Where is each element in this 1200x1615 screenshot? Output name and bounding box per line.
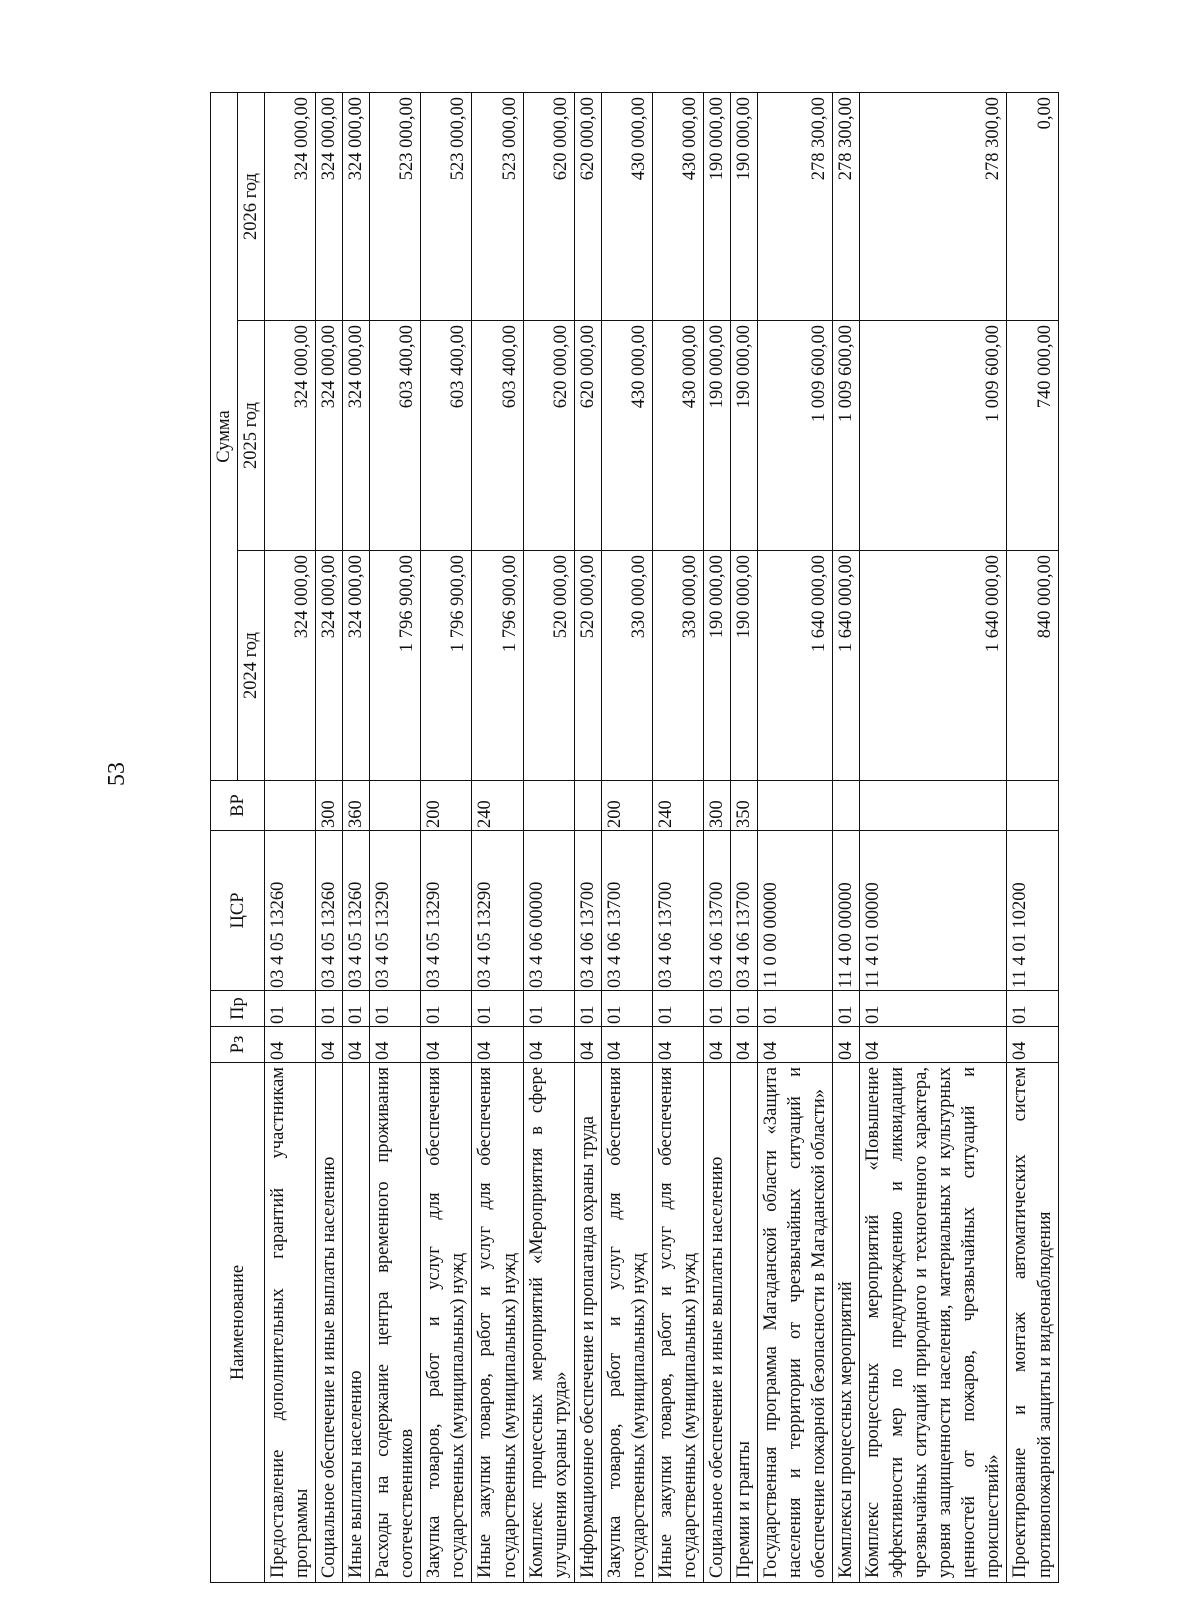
table-row — [730, 92, 757, 1582]
cell-rz: 04 — [574, 1027, 601, 1063]
table-row — [370, 92, 421, 1582]
cell-2025: 1 009 600,00 — [757, 321, 832, 551]
cell-2026: 324 000,00 — [316, 92, 343, 320]
cell-rz: 04 — [370, 1027, 421, 1063]
cell-2026: 620 000,00 — [523, 92, 574, 320]
cell-name: Информационное обеспечение и пропаганда охраны труда — [574, 1063, 601, 1583]
cell-rz: 04 — [1007, 1027, 1058, 1063]
header-name: Наименование — [211, 1063, 265, 1583]
cell-csr: 03 4 06 13700 — [730, 831, 757, 991]
cell-rz: 04 — [730, 1027, 757, 1063]
cell-name: Комплексы процессных мероприятий — [833, 1063, 860, 1583]
cell-csr: 03 4 06 13700 — [574, 831, 601, 991]
cell-csr: 11 4 01 10200 — [1007, 831, 1058, 991]
cell-vr — [265, 781, 316, 831]
cell-pr: 01 — [833, 991, 860, 1027]
cell-pr: 01 — [652, 991, 703, 1027]
cell-pr: 01 — [421, 991, 472, 1027]
cell-name: Государственная программа Магаданской области «Защита населения и территории от чрезвычайных ситуаций и обеспечение пожарной безопасности в Магаданской области» — [757, 1063, 832, 1583]
table-row — [316, 92, 343, 1582]
cell-csr: 03 4 05 13260 — [265, 831, 316, 991]
cell-name: Проектирование и монтаж автоматических систем противопожарной защиты и видеонаблюдения — [1007, 1063, 1058, 1583]
table-row — [574, 92, 601, 1582]
cell-2026: 620 000,00 — [574, 92, 601, 320]
cell-2025: 620 000,00 — [523, 321, 574, 551]
cell-pr: 01 — [343, 991, 370, 1027]
cell-pr: 01 — [265, 991, 316, 1027]
cell-pr: 01 — [1007, 991, 1058, 1027]
cell-2026: 190 000,00 — [730, 92, 757, 320]
cell-csr: 03 4 05 13290 — [370, 831, 421, 991]
cell-name: Иные выплаты населению — [343, 1063, 370, 1583]
cell-csr: 03 4 06 13700 — [601, 831, 652, 991]
cell-2026: 430 000,00 — [601, 92, 652, 320]
cell-vr: 360 — [343, 781, 370, 831]
budget-table — [210, 92, 1059, 1583]
header-2024: 2024 год — [238, 551, 265, 781]
header-2026: 2026 год — [238, 92, 265, 320]
cell-vr: 240 — [472, 781, 523, 831]
cell-2026: 523 000,00 — [472, 92, 523, 320]
cell-2026: 278 300,00 — [860, 92, 1007, 320]
cell-2026: 324 000,00 — [343, 92, 370, 320]
cell-rz: 04 — [860, 1027, 1007, 1063]
cell-vr — [1007, 781, 1058, 831]
table-row — [421, 92, 472, 1582]
cell-rz: 04 — [343, 1027, 370, 1063]
cell-pr: 01 — [316, 991, 343, 1027]
cell-2025: 1 009 600,00 — [833, 321, 860, 551]
cell-vr — [523, 781, 574, 831]
cell-csr: 03 4 05 13290 — [472, 831, 523, 991]
header-pr: Пр — [211, 991, 265, 1027]
cell-csr: 03 4 06 13700 — [703, 831, 730, 991]
cell-2025: 190 000,00 — [730, 321, 757, 551]
cell-csr: 11 0 00 00000 — [757, 831, 832, 991]
cell-2026: 523 000,00 — [370, 92, 421, 320]
cell-2025: 740 000,00 — [1007, 321, 1058, 551]
cell-rz: 04 — [703, 1027, 730, 1063]
cell-pr: 01 — [370, 991, 421, 1027]
cell-2024: 324 000,00 — [343, 551, 370, 781]
cell-2025: 324 000,00 — [265, 321, 316, 551]
cell-vr: 300 — [703, 781, 730, 831]
cell-pr: 01 — [601, 991, 652, 1027]
cell-csr: 03 4 05 13260 — [316, 831, 343, 991]
cell-2024: 1 640 000,00 — [860, 551, 1007, 781]
cell-vr: 200 — [421, 781, 472, 831]
cell-2026: 523 000,00 — [421, 92, 472, 320]
header-2025: 2025 год — [238, 321, 265, 551]
cell-2025: 430 000,00 — [601, 321, 652, 551]
cell-2024: 1 796 900,00 — [472, 551, 523, 781]
cell-pr: 01 — [860, 991, 1007, 1027]
cell-vr — [370, 781, 421, 831]
table-row — [757, 92, 832, 1582]
cell-2024: 840 000,00 — [1007, 551, 1058, 781]
cell-csr: 11 4 01 00000 — [860, 831, 1007, 991]
cell-2026: 190 000,00 — [703, 92, 730, 320]
cell-2024: 324 000,00 — [316, 551, 343, 781]
cell-name: Иные закупки товаров, работ и услуг для обеспечения государственных (муниципальных) нужд — [472, 1063, 523, 1583]
page-number: 53 — [104, 762, 130, 786]
cell-vr — [574, 781, 601, 831]
cell-2026: 324 000,00 — [265, 92, 316, 320]
cell-2025: 603 400,00 — [370, 321, 421, 551]
cell-vr — [860, 781, 1007, 831]
cell-2025: 430 000,00 — [652, 321, 703, 551]
cell-2025: 190 000,00 — [703, 321, 730, 551]
cell-csr: 11 4 00 00000 — [833, 831, 860, 991]
cell-2025: 620 000,00 — [574, 321, 601, 551]
cell-name: Закупка товаров, работ и услуг для обеспечения государственных (муниципальных) нужд — [601, 1063, 652, 1583]
cell-rz: 04 — [601, 1027, 652, 1063]
cell-pr: 01 — [574, 991, 601, 1027]
cell-2024: 520 000,00 — [523, 551, 574, 781]
cell-2024: 1 796 900,00 — [370, 551, 421, 781]
cell-name: Комплекс процессных мероприятий «Мероприятия в сфере улучшения охраны труда» — [523, 1063, 574, 1583]
budget-table-wrapper — [210, 93, 1055, 1583]
cell-2024: 324 000,00 — [265, 551, 316, 781]
table-row — [652, 92, 703, 1582]
cell-vr: 200 — [601, 781, 652, 831]
cell-rz: 04 — [265, 1027, 316, 1063]
cell-csr: 03 4 06 13700 — [652, 831, 703, 991]
cell-pr: 01 — [703, 991, 730, 1027]
cell-2024: 330 000,00 — [601, 551, 652, 781]
cell-name: Иные закупки товаров, работ и услуг для обеспечения государственных (муниципальных) нужд — [652, 1063, 703, 1583]
cell-name: Расходы на содержание центра временного проживания соотечественников — [370, 1063, 421, 1583]
cell-vr — [833, 781, 860, 831]
cell-2024: 1 640 000,00 — [757, 551, 832, 781]
cell-rz: 04 — [472, 1027, 523, 1063]
cell-2025: 324 000,00 — [343, 321, 370, 551]
cell-2025: 1 009 600,00 — [860, 321, 1007, 551]
cell-pr: 01 — [523, 991, 574, 1027]
cell-name: Социальное обеспечение и иные выплаты населению — [703, 1063, 730, 1583]
table-row — [265, 92, 316, 1582]
table-row — [703, 92, 730, 1582]
cell-csr: 03 4 05 13260 — [343, 831, 370, 991]
cell-2024: 190 000,00 — [703, 551, 730, 781]
cell-2026: 278 300,00 — [757, 92, 832, 320]
header-sum: Сумма — [211, 92, 238, 780]
cell-2024: 1 640 000,00 — [833, 551, 860, 781]
cell-rz: 04 — [833, 1027, 860, 1063]
cell-name: Предоставление дополнительных гарантий участникам программы — [265, 1063, 316, 1583]
header-csr: ЦСР — [211, 831, 265, 991]
table-body — [265, 92, 1058, 1582]
cell-pr: 01 — [472, 991, 523, 1027]
cell-vr: 350 — [730, 781, 757, 831]
cell-2024: 1 796 900,00 — [421, 551, 472, 781]
cell-2024: 190 000,00 — [730, 551, 757, 781]
cell-rz: 04 — [523, 1027, 574, 1063]
table-row — [833, 92, 860, 1582]
cell-pr: 01 — [757, 991, 832, 1027]
cell-2025: 324 000,00 — [316, 321, 343, 551]
cell-2024: 520 000,00 — [574, 551, 601, 781]
table-row — [1007, 92, 1058, 1582]
cell-pr: 01 — [730, 991, 757, 1027]
cell-vr: 240 — [652, 781, 703, 831]
cell-rz: 04 — [316, 1027, 343, 1063]
cell-vr — [757, 781, 832, 831]
table-row — [523, 92, 574, 1582]
header-vr: ВР — [211, 781, 265, 831]
cell-rz: 04 — [421, 1027, 472, 1063]
cell-2025: 603 400,00 — [472, 321, 523, 551]
cell-2025: 603 400,00 — [421, 321, 472, 551]
table-row — [343, 92, 370, 1582]
cell-csr: 03 4 06 00000 — [523, 831, 574, 991]
cell-name: Социальное обеспечение и иные выплаты населению — [316, 1063, 343, 1583]
cell-rz: 04 — [757, 1027, 832, 1063]
cell-2024: 330 000,00 — [652, 551, 703, 781]
cell-2026: 278 300,00 — [833, 92, 860, 320]
cell-name: Премии и гранты — [730, 1063, 757, 1583]
cell-vr: 300 — [316, 781, 343, 831]
cell-name: Комплекс процессных мероприятий «Повышение эффективности мер по предупреждению и ликвидации чрезвычайных ситуаций природного и техногенного характера, уровня защищенности населения, материальных и культурных ценностей от пожаров, чрезвычайных ситуаций и происшествий» — [860, 1063, 1007, 1583]
cell-rz: 04 — [652, 1027, 703, 1063]
table-row — [472, 92, 523, 1582]
header-rz: Рз — [211, 1027, 265, 1063]
cell-name: Закупка товаров, работ и услуг для обеспечения государственных (муниципальных) нужд — [421, 1063, 472, 1583]
cell-csr: 03 4 05 13290 — [421, 831, 472, 991]
cell-2026: 430 000,00 — [652, 92, 703, 320]
table-row — [601, 92, 652, 1582]
table-row — [860, 92, 1007, 1582]
cell-2026: 0,00 — [1007, 92, 1058, 320]
